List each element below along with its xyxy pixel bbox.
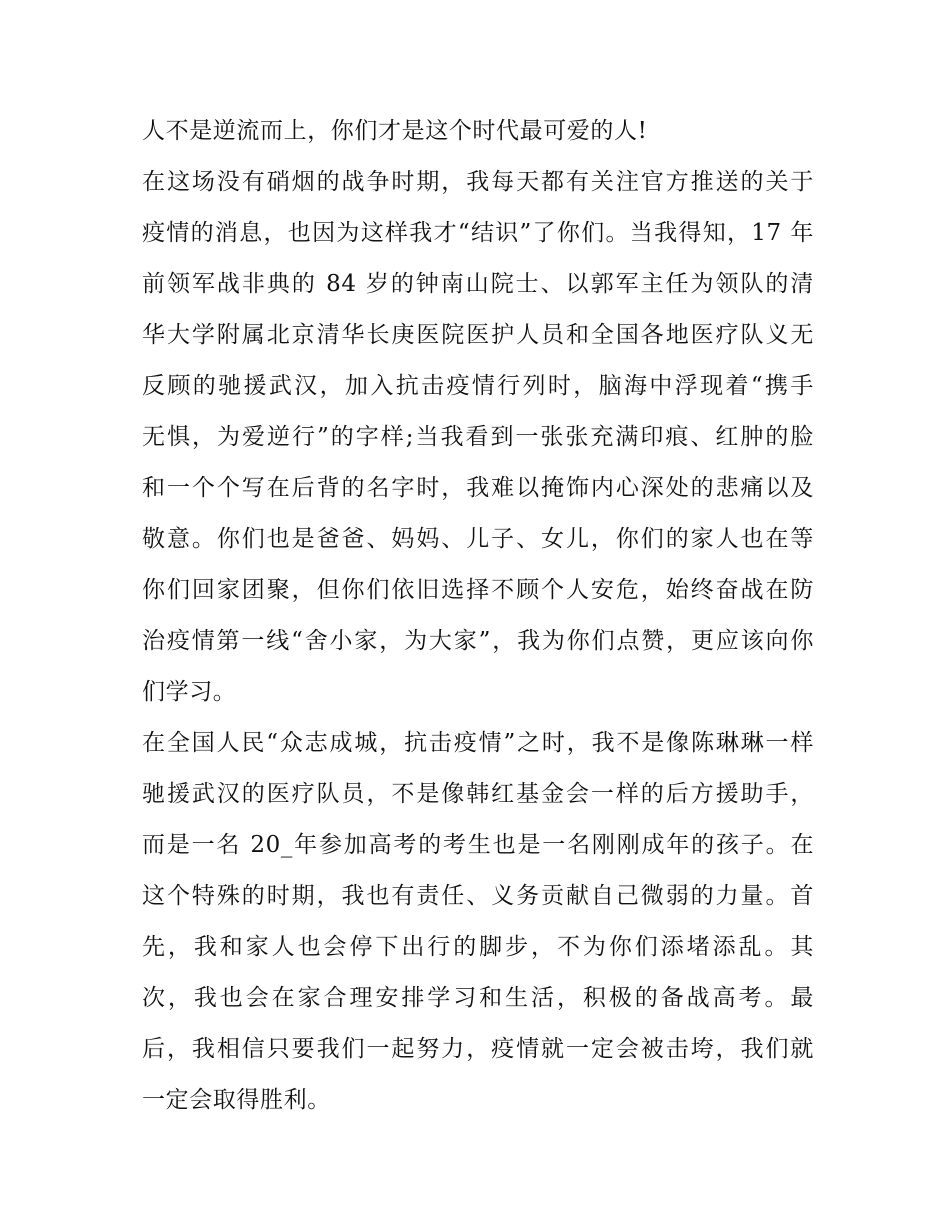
essay-text <box>142 106 814 1126</box>
text-line: 次，我也会在家合理安排学习和生活，积极的备战高考。最 <box>142 985 814 1011</box>
text-line: 治疫情第一线“舍小家，为大家”，我为你们点赞，更应该向你 <box>142 628 814 654</box>
text-line: 先，我和家人也会停下出行的脚步，不为你们添堵添乱。其 <box>142 934 814 960</box>
text-line: 前领军战非典的 84 岁的钟南山院士、以郭军主任为领队的清 <box>142 271 814 297</box>
text-line: 驰援武汉的医疗队员，不是像韩红基金会一样的后方援助手， <box>142 781 814 807</box>
text-line: 你们回家团聚，但你们依旧选择不顾个人安危，始终奋战在防 <box>142 577 814 603</box>
text-line: 这个特殊的时期，我也有责任、义务贡献自己微弱的力量。首 <box>142 883 814 909</box>
text-line: 疫情的消息，也因为这样我才“结识”了你们。当我得知，17 年 <box>142 220 814 246</box>
text-line: 后，我相信只要我们一起努力，疫情就一定会被击垮，我们就 <box>142 1036 814 1062</box>
text-line: 华大学附属北京清华长庚医院医护人员和全国各地医疗队义无 <box>142 322 814 348</box>
text-line: 们学习。 <box>142 679 237 705</box>
text-line: 敬意。你们也是爸爸、妈妈、儿子、女儿，你们的家人也在等 <box>142 526 814 552</box>
text-line: 而是一名 20_年参加高考的考生也是一名刚刚成年的孩子。在 <box>142 832 814 858</box>
text-line: 和一个个写在后背的名字时，我难以掩饰内心深处的悲痛以及 <box>142 475 814 501</box>
text-line: 反顾的驰援武汉，加入抗击疫情行列时，脑海中浮现着“携手 <box>142 373 814 399</box>
text-line: 在这场没有硝烟的战争时期，我每天都有关注官方推送的关于 <box>142 169 814 195</box>
text-line: 在全国人民“众志成城，抗击疫情”之时，我不是像陈琳琳一样 <box>142 730 814 756</box>
text-line: 无惧，为爱逆行”的字样;当我看到一张张充满印痕、红肿的脸 <box>142 424 814 450</box>
text-line: 一定会取得胜利。 <box>142 1087 331 1113</box>
text-line: 人不是逆流而上，你们才是这个时代最可爱的人! <box>142 118 648 144</box>
